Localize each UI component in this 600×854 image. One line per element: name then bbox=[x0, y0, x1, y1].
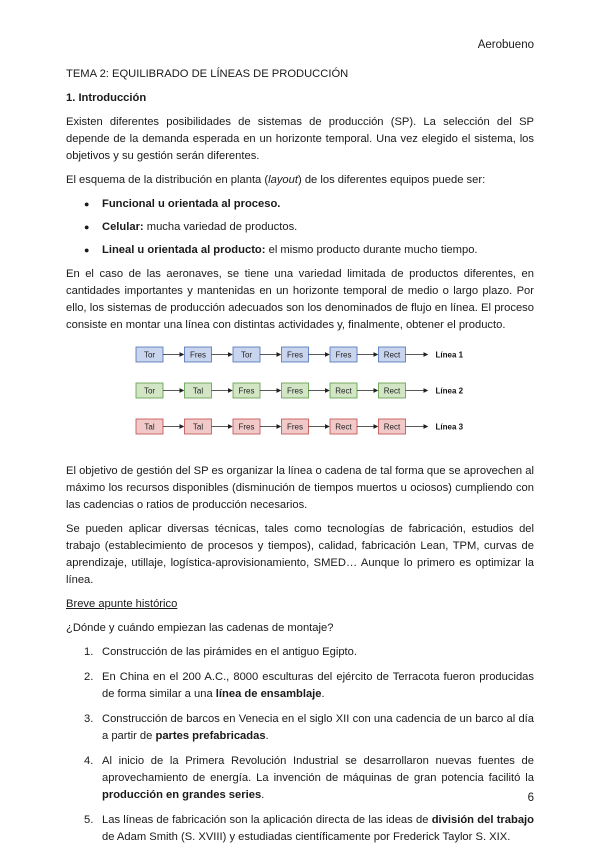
workstation-node bbox=[185, 383, 212, 398]
paragraph-layout-italic: layout bbox=[268, 174, 298, 186]
list-item-bold: Lineal u orientada al producto: bbox=[102, 244, 266, 256]
list-item-text: Al inicio de la Primera Revolución Industrial se desarrollaron nuevas fuentes de aprovechamiento de energía. La invención de máquinas de gran potencia facilitó la bbox=[102, 755, 534, 784]
list-number: 3. bbox=[84, 713, 94, 725]
workstation-label: Rect bbox=[335, 386, 352, 396]
workstation-label: Tor bbox=[143, 386, 156, 396]
workstation-node bbox=[379, 383, 406, 398]
list-number: 5. bbox=[84, 814, 94, 826]
paragraph-intro: Existen diferentes posibilidades de sistemas de producción (SP). La selección del SP depende de la demanda esperada en un horizonte temporal. Una vez elegido el sistema, los objetivos y su gestión serán diferentes. bbox=[66, 116, 534, 162]
workstation-label: Fres bbox=[335, 350, 352, 360]
workstation-node bbox=[136, 383, 163, 398]
list-item-text-end: . bbox=[261, 789, 265, 801]
list-item-text: Construcción de las pirámides en el antiguo Egipto. bbox=[102, 646, 357, 658]
workstation-label: Rect bbox=[383, 386, 401, 396]
list-number: 2. bbox=[84, 671, 94, 683]
list-item-text-end: . bbox=[265, 730, 269, 742]
list-item-bold: Funcional u orientada al proceso. bbox=[102, 198, 281, 210]
workstation-node bbox=[282, 383, 309, 398]
workstation-label: Fres bbox=[287, 386, 303, 396]
workstation-node bbox=[379, 419, 406, 434]
workstation-node bbox=[282, 347, 309, 362]
paragraph-layout bbox=[66, 172, 534, 189]
list-number: 1. bbox=[84, 646, 94, 658]
workstation-node bbox=[233, 347, 260, 362]
list-item bbox=[66, 753, 534, 804]
list-item-text: mucha variedad de productos. bbox=[143, 221, 298, 233]
header-author: Aerobueno bbox=[477, 39, 534, 51]
section-heading: 1. Introducción bbox=[66, 92, 147, 104]
workstation-node bbox=[185, 419, 212, 434]
workstation-node bbox=[136, 347, 163, 362]
paragraph-objective: El objetivo de gestión del SP es organizar la línea o cadena de tal forma que se aprovechen al máximo los recursos disponibles (disminución de tiempos muertos u ociosos) cumpliendo con las cadencias o ratios de producción necesarios. bbox=[66, 465, 534, 511]
list-item bbox=[66, 196, 534, 213]
production-line-label: Línea 2 bbox=[435, 386, 464, 396]
workstation-label: Fres bbox=[287, 350, 303, 360]
list-item bbox=[66, 219, 534, 236]
layout-types-list bbox=[66, 196, 534, 259]
list-item-text-end: . bbox=[321, 688, 325, 700]
workstation-node bbox=[233, 383, 260, 398]
workstation-label: Rect bbox=[383, 350, 401, 360]
page-title: TEMA 2: EQUILIBRADO DE LÍNEAS DE PRODUCCIÓN bbox=[66, 68, 349, 80]
workstation-label: Rect bbox=[383, 422, 401, 432]
workstation-node bbox=[233, 419, 260, 434]
workstation-label: Tor bbox=[143, 350, 156, 360]
workstation-node bbox=[136, 419, 163, 434]
list-item-text: En China en el 200 A.C., 8000 esculturas del ejército de Terracota fueron producidas de forma similar a una bbox=[102, 671, 534, 700]
workstation-node bbox=[330, 347, 357, 362]
workstation-node bbox=[379, 347, 406, 362]
list-number: 4. bbox=[84, 755, 94, 767]
list-item bbox=[66, 669, 534, 703]
list-item-bold: partes prefabricadas bbox=[155, 730, 266, 742]
workstation-label: Fres bbox=[238, 422, 255, 432]
list-item bbox=[66, 644, 534, 661]
list-item bbox=[66, 711, 534, 745]
production-line-label: Línea 1 bbox=[435, 350, 464, 360]
list-item bbox=[66, 242, 534, 259]
workstation-label: Tal bbox=[192, 386, 204, 396]
page-number: 6 bbox=[527, 792, 534, 804]
list-item-text-end: de Adam Smith (S. XVIII) y estudiadas científicamente por Frederick Taylor S. XIX. bbox=[102, 831, 511, 843]
workstation-label: Tal bbox=[144, 422, 155, 432]
list-item-bold: producción en grandes series bbox=[102, 789, 262, 801]
workstation-label: Fres bbox=[190, 350, 206, 360]
paragraph-aircraft: En el caso de las aeronaves, se tiene una variedad limitada de productos diferentes, en cantidades importantes y mantenidas en un horizonte temporal de medio o largo plazo. Por ello, los sistemas de producción adecuados son los denominados de flujo en línea. El proceso consiste en montar una línea con distintas actividades y, finalmente, obtener el producto. bbox=[66, 268, 534, 331]
list-item-bold: línea de ensamblaje bbox=[215, 688, 322, 700]
workstation-label: Rect bbox=[335, 422, 352, 432]
workstation-label: Fres bbox=[238, 386, 255, 396]
workstation-label: Tal bbox=[192, 422, 204, 432]
workstation-node bbox=[330, 383, 357, 398]
history-heading: Breve apunte histórico bbox=[66, 598, 178, 610]
paragraph-techniques: Se pueden aplicar diversas técnicas, tales como tecnologías de fabricación, estudios del trabajo (establecimiento de procesos y tiempos), calidad, fabricación Lean, TPM, curvas de aprendizaje, utillaje, logística-aprovisionamiento, SMED… Aunque lo primero es optimizar la línea. bbox=[66, 523, 534, 586]
history-list bbox=[66, 644, 534, 846]
list-item-text: Construcción de barcos en Venecia en el siglo XII con una cadencia de un barco al día a partir de bbox=[102, 713, 534, 742]
list-item-text: Las líneas de fabricación son la aplicación directa de las ideas de bbox=[102, 814, 432, 826]
workstation-label: Fres bbox=[287, 422, 303, 432]
paragraph-layout-before: El esquema de la distribución en planta ( bbox=[66, 174, 269, 186]
list-item bbox=[66, 812, 534, 846]
production-line-label: Línea 3 bbox=[435, 422, 464, 432]
production-lines-diagram bbox=[66, 341, 534, 459]
workstation-label: Tor bbox=[240, 350, 253, 360]
paragraph-layout-after: ) de los diferentes equipos puede ser: bbox=[297, 174, 486, 186]
page-content bbox=[66, 66, 534, 854]
workstation-node bbox=[330, 419, 357, 434]
list-item-bold: división del trabajo bbox=[431, 814, 534, 826]
list-item-text: el mismo producto durante mucho tiempo. bbox=[265, 244, 478, 256]
list-item-bold: Celular: bbox=[102, 221, 144, 233]
workstation-node bbox=[185, 347, 212, 362]
workstation-node bbox=[282, 419, 309, 434]
history-question: ¿Dónde y cuándo empiezan las cadenas de montaje? bbox=[66, 622, 334, 634]
